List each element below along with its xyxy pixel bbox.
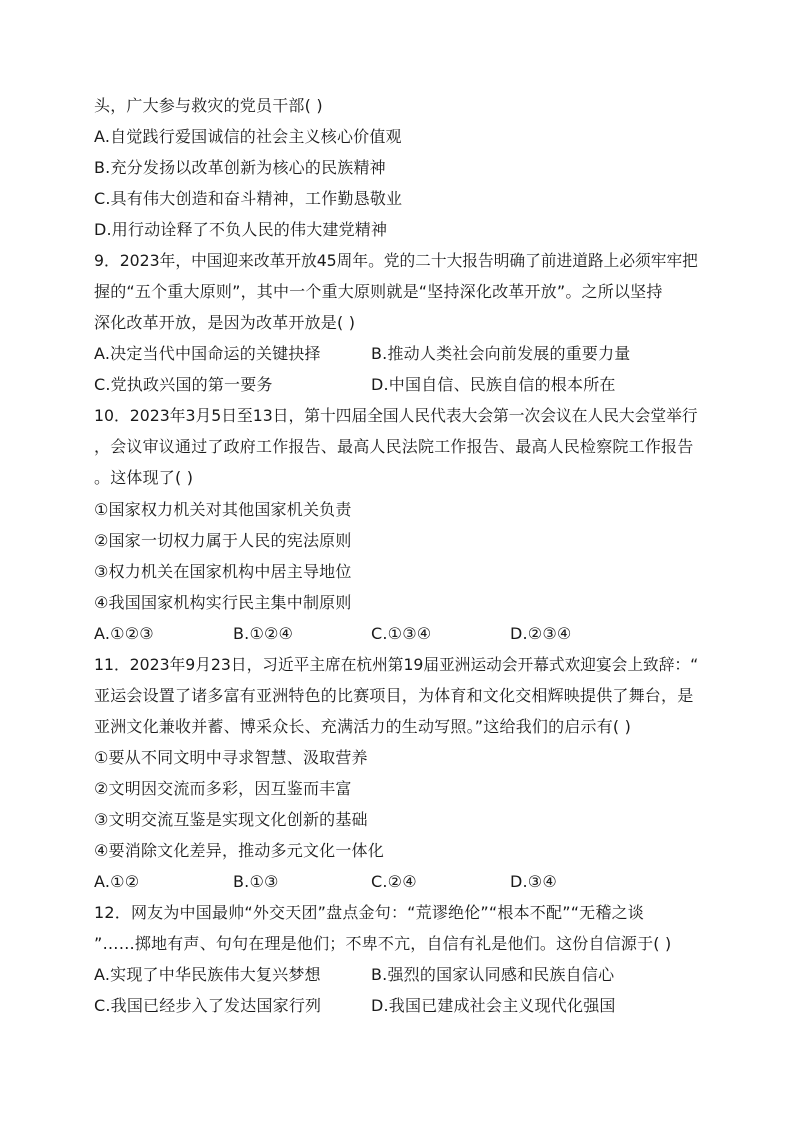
q10-item-4: ④我国国家机构实行民主集中制原则 — [94, 593, 352, 612]
q8-option-c: C.具有伟大创造和奋斗精神，工作勤恳敬业 — [94, 189, 403, 208]
q10-item-2: ②国家一切权力属于人民的宪法原则 — [94, 531, 352, 550]
q9-option-b: B.推动人类社会向前发展的重要力量 — [371, 344, 631, 363]
q11-option-d: D.③④ — [510, 872, 557, 891]
q11-stem-line1: 11．2023年9月23日，习近平主席在杭州第19届亚洲运动会开幕式欢迎宴会上致辞：“ — [94, 655, 699, 674]
q10-option-d: D.②③④ — [510, 624, 572, 643]
q11-stem-line2: 亚运会设置了诸多富有亚洲特色的比赛项目，为体育和文化交相辉映提供了舞台，是 — [94, 686, 694, 705]
q10-item-3: ③权力机关在国家机构中居主导地位 — [94, 562, 352, 581]
q8-option-b: B.充分发扬以改革创新为核心的民族精神 — [94, 158, 386, 177]
q9-stem-line2: 握的“五个重大原则”，其中一个重大原则就是“坚持深化改革开放”。之所以坚持 — [94, 282, 663, 301]
q11-option-b: B.①③ — [233, 872, 279, 891]
q12-option-a: A.实现了中华民族伟大复兴梦想 — [94, 965, 321, 984]
q10-option-b: B.①②④ — [233, 624, 294, 643]
q10-option-c: C.①③④ — [371, 624, 432, 643]
q12-stem-line2: ”……掷地有声、句句在理是他们；不卑不亢，自信有礼是他们。这份自信源于( ) — [94, 934, 672, 953]
q8-option-d: D.用行动诠释了不负人民的伟大建党精神 — [94, 220, 388, 239]
q11-option-c: C.②④ — [371, 872, 417, 891]
q11-item-1: ①要从不同文明中寻求智慧、汲取营养 — [94, 748, 368, 767]
q12-option-b: B.强烈的国家认同感和民族自信心 — [371, 965, 615, 984]
q9-stem-line1: 9．2023年，中国迎来改革开放45周年。党的二十大报告明确了前进道路上必须牢牢把 — [94, 251, 698, 270]
q9-option-a: A.决定当代中国命运的关键抉择 — [94, 344, 321, 363]
q11-stem-line3: 亚洲文化兼收并蓄、博采众长、充满活力的生动写照。”这给我们的启示有( ) — [94, 717, 632, 736]
q8-option-a: A.自觉践行爱国诚信的社会主义核心价值观 — [94, 127, 402, 146]
q8-stem-tail: 头，广大参与救灾的党员干部( ) — [94, 96, 323, 115]
q11-item-4: ④要消除文化差异，推动多元文化一体化 — [94, 841, 384, 860]
q12-option-c: C.我国已经步入了发达国家行列 — [94, 996, 322, 1015]
q10-stem-line3: 。这体现了( ) — [94, 468, 194, 487]
q12-stem-line1: 12．网友为中国最帅“外交天团”盘点金句：“荒谬绝伦”“根本不配”“无稽之谈 — [94, 903, 644, 922]
q11-item-3: ③文明交流互鉴是实现文化创新的基础 — [94, 810, 368, 829]
q9-option-d: D.中国自信、民族自信的根本所在 — [371, 375, 616, 394]
q9-stem-line3: 深化改革开放，是因为改革开放是( ) — [94, 313, 356, 332]
q12-option-d: D.我国已建成社会主义现代化强国 — [371, 996, 616, 1015]
q9-option-c: C.党执政兴国的第一要务 — [94, 375, 273, 394]
q10-stem-line2: ，会议审议通过了政府工作报告、最高人民法院工作报告、最高人民检察院工作报告 — [94, 437, 694, 456]
q10-stem-line1: 10．2023年3月5日至13日，第十四届全国人民代表大会第一次会议在人民大会堂举行 — [94, 406, 698, 425]
q11-item-2: ②文明因交流而多彩，因互鉴而丰富 — [94, 779, 352, 798]
q10-option-a: A.①②③ — [94, 624, 154, 643]
q10-item-1: ①国家权力机关对其他国家机关负责 — [94, 500, 352, 519]
q11-option-a: A.①② — [94, 872, 140, 891]
